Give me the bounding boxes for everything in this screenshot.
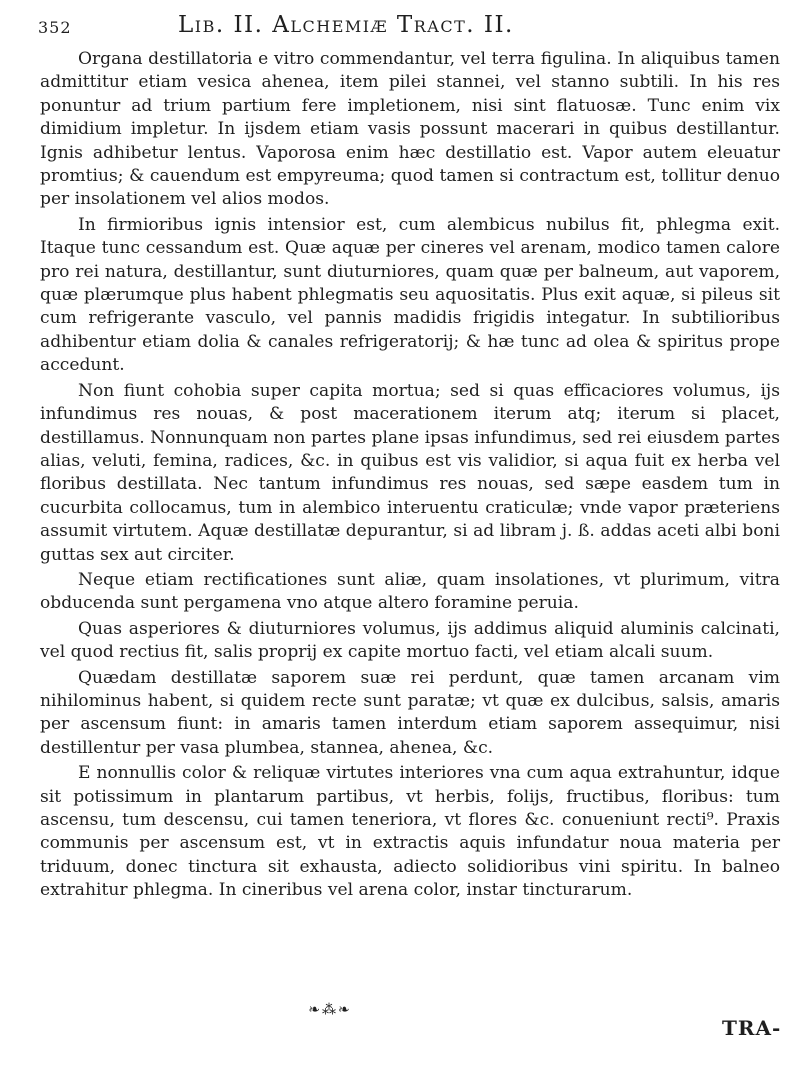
paragraph-asperiores: Quas asperiores & diuturniores volumus, ijs addimus aliquid aluminis calcinati, vel quod rectius fit, salis proprij ex capite mortuo facti, vel etiam alcali suum.: [40, 618, 780, 663]
catchword: TRA-: [722, 1016, 782, 1040]
running-title: Lib. II. Alchemiæ Tract. II.: [178, 12, 514, 38]
paragraph-color: E nonnullis color & reliquæ virtutes interiores vna cum aqua extrahuntur, idque sit potissimum in plantarum partibus, vt herbis, folijs, fructibus, floribus: tum ascensu, tum descensu, cui tamen teneriora, vt flores &c. conueniunt recti⁹. Praxis communis per ascensum est, vt in extractis aquis infundatur noua materia per triduum, donec tinctura sit exhausta, adiecto solidioribus vini spiritu. In balneo extrahitur phlegma. In cineribus vel arena color, instar tincturarum.: [40, 763, 780, 901]
paragraph-organa: Organa destillatoria e vitro commendantur, vel terra figulina. In aliquibus tamen admittitur etiam vesica ahenea, item pilei stannei, vel stanno subtili. In his res ponuntur ad trium partium fere impletionem, nisi sint flatuosæ. Tunc enim vix dimidium impletur. In ijsdem etiam vasis possunt macerari in quibus destillantur. Ignis adhibetur lentus. Vaporosa enim hæc destillatio est. Vapor autem eleuatur promtius; & cauendum est empyreuma; quod tamen si contractum est, tollitur denuo per insolationem vel alios modos.: [40, 49, 780, 210]
page-number: 352: [38, 18, 72, 37]
paragraph-rectificationes: Neque etiam rectificationes sunt aliæ, quam insolationes, vt plurimum, vitra obducenda sunt pergamena vno atque altero foramine peruia.: [40, 569, 780, 614]
printer-ornament: ❧⁂❧: [308, 1002, 352, 1018]
page-header: [38, 12, 778, 44]
paragraph-saporem: Quædam destillatæ saporem suæ rei perdunt, quæ tamen arcanam vim nihilominus habent, si quidem recte sunt paratæ; vt quæ ex dulcibus, salsis, amaris per ascensum fiunt: in amaris tamen interdum etiam saporem assequimur, nisi destillentur per vasa plumbea, stannea, ahenea, &c.: [40, 667, 780, 758]
paragraph-cohobia: Non fiunt cohobia super capita mortua; sed si quas efficaciores volumus, ijs infundimus res nouas, & post macerationem iterum atq; iterum si placet, destillamus. Nonnunquam non partes plane ipsas infundimus, sed rei eiusdem partes alias, veluti, femina, radices, &c. in quibus est vis validior, si aqua fuit ex herba vel floribus destillata. Nec tantum infundimus res nouas, sed sæpe easdem tum in cucurbita collocamus, tum in alembico interuentu craticulæ; vnde vapor præteriens assumit virtutem. Aquæ destillatæ depurantur, si ad libram j. ß. addas aceti albi boni guttas sex aut circiter.: [40, 380, 780, 565]
body-text: [40, 48, 780, 903]
paragraph-firmioribus: In firmioribus ignis intensior est, cum alembicus nubilus fit, phlegma exit. Itaque tunc cessandum est. Quæ aquæ per cineres vel arenam, modico tamen calore pro rei natura, destillantur, sunt diuturniores, quam quæ per balneum, aut vaporem, quæ plærumque plus habent phlegmatis seu aquositatis. Plus exit aquæ, si pileus sit cum refrigerante vasculo, vel pannis madidis frigidis integatur. In subtilioribus adhibentur etiam dolia & canales refrigeratorij; & hæ tunc ad olea & spiritus prope accedunt.: [40, 214, 780, 376]
